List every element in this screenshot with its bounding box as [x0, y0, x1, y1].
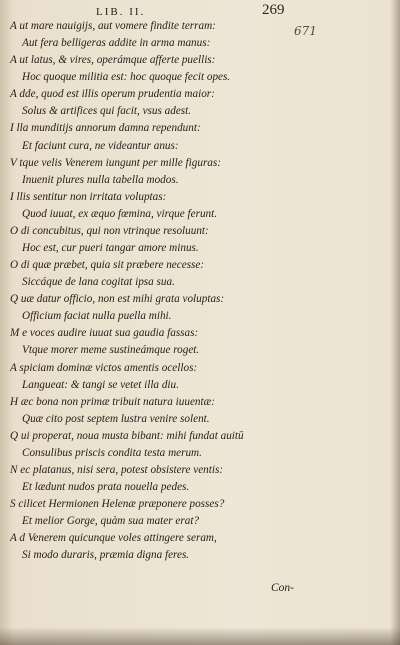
verse-line: O di quæ præbet, quia sit præbere necesse:	[10, 259, 205, 272]
verse-line: Hoc est, cur pueri tangar amore minus.	[22, 242, 199, 255]
verse-line: Solus & artifices qui facit, vsus adest.	[22, 105, 192, 118]
verse-line: Inuenit plures nulla tabella modos.	[22, 173, 179, 186]
verse-line: Q ui properat, noua musta bibant: mihi fundat auitū	[10, 429, 244, 442]
verse-line: Et faciunt cura, ne videantur anus:	[22, 139, 179, 152]
running-title: LIB. II.	[96, 6, 146, 18]
verse-line: Langueat: & tangi se vetet illa diu.	[22, 378, 179, 391]
verse-line: Consulibus priscis condita testa merum.	[22, 446, 202, 459]
verse-line: A ut latus, & vires, operámque afferte puellis:	[10, 54, 216, 67]
verse-line: N ec platanus, nisi sera, potest obsistere ventis:	[10, 464, 224, 477]
verse-line: Et lædunt nudos prata nouella pedes.	[22, 481, 190, 494]
page-bottom-shadow	[0, 627, 400, 645]
verse-line: Quod iuuat, ex æquo fœmina, virque ferunt.	[22, 207, 218, 220]
verse-line: Aut fera belligeras addite in arma manus:	[22, 37, 211, 50]
verse-line: Siccáque de lana cogitat ipsa sua.	[22, 276, 175, 289]
verse-line: Vtque morer meme sustineámque roget.	[22, 344, 200, 357]
page-edge-shadow	[390, 0, 400, 645]
verse-line: Hoc quoque militia est: hoc quoque fecit opes.	[22, 71, 231, 84]
verse-line: A ut mare nauigijs, aut vomere findite terram:	[10, 20, 216, 32]
verse-line: S cilicet Hermionen Helenæ præponere posses?	[10, 498, 225, 511]
verse-line: Officium faciat nulla puella mihi.	[22, 310, 172, 323]
page-number: 269	[262, 2, 285, 18]
verse-line: M e voces audire iuuat sua gaudia fassas:	[10, 327, 199, 340]
verse-line: H æc bona non primæ tribuit natura iuuentæ:	[10, 395, 215, 408]
catchword: Con-	[271, 582, 294, 594]
poem-text	[10, 18, 292, 565]
verse-line: I llis sentitur non irritata voluptas:	[10, 190, 167, 203]
verse-line: A spiciam dominæ victos amentis ocellos:	[10, 361, 198, 374]
verse-line: O di concubitus, qui non vtrinque resoluunt:	[10, 224, 209, 237]
verse-line: A d Venerem quicunque voles attingere seram,	[10, 532, 217, 545]
verse-line: Si modo duraris, præmia digna feres.	[22, 549, 190, 562]
verse-line: Q uæ datur officio, non est mihi grata voluptas:	[10, 293, 225, 306]
handwritten-page-number: 671	[294, 24, 317, 38]
verse-line: Quæ cito post septem lustra venire solent.	[22, 412, 210, 425]
verse-line: A dde, quod est illis operum prudentia maior:	[10, 88, 215, 101]
verse-line: V tque velis Venerem iungunt per mille figuras:	[10, 156, 221, 169]
verse-line: I lla munditijs annorum damna rependunt:	[10, 122, 201, 135]
verse-line: Et melior Gorge, quàm sua mater erat?	[22, 515, 200, 528]
